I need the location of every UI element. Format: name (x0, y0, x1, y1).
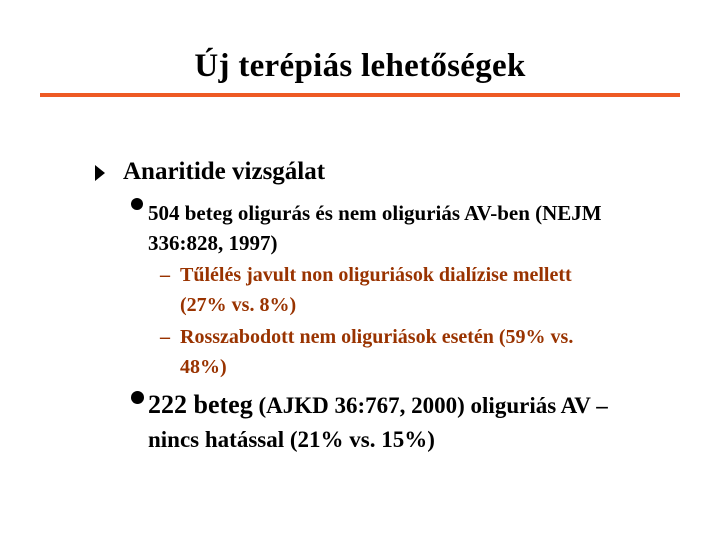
level1-item (95, 158, 325, 186)
bullet-item-1 (131, 198, 631, 258)
bullet-dot-icon (131, 391, 144, 404)
sub-bullet-text: Tűlélés javult non oliguriások dialízise mellett (27% vs. 8%) (180, 264, 572, 316)
sub-bullet-1 (160, 260, 620, 320)
sub-bullet-2 (160, 322, 620, 382)
bullet-item-2 (131, 388, 631, 457)
level1-text: Anaritide vizsgálat (123, 158, 326, 185)
bullet-text: (AJKD 36:767, 2000) oliguriás AV – nincs hatással (21% vs. 15%) (148, 393, 608, 452)
dash-icon: – (160, 326, 170, 348)
sub-bullet-text: Rosszabodott nem oliguriások esetén (59% vs. 48%) (180, 326, 574, 378)
slide-title: Új terépiás lehetőségek (194, 48, 526, 84)
bullet-text: 504 beteg oligurás és nem oliguriás AV-ben (NEJM 336:828, 1997) (148, 201, 602, 255)
bullet-lead: 222 beteg (148, 390, 253, 419)
bullet-dot-icon (131, 198, 143, 210)
dash-icon: – (160, 264, 170, 286)
triangle-right-icon (95, 165, 105, 181)
title-underline (40, 93, 680, 97)
